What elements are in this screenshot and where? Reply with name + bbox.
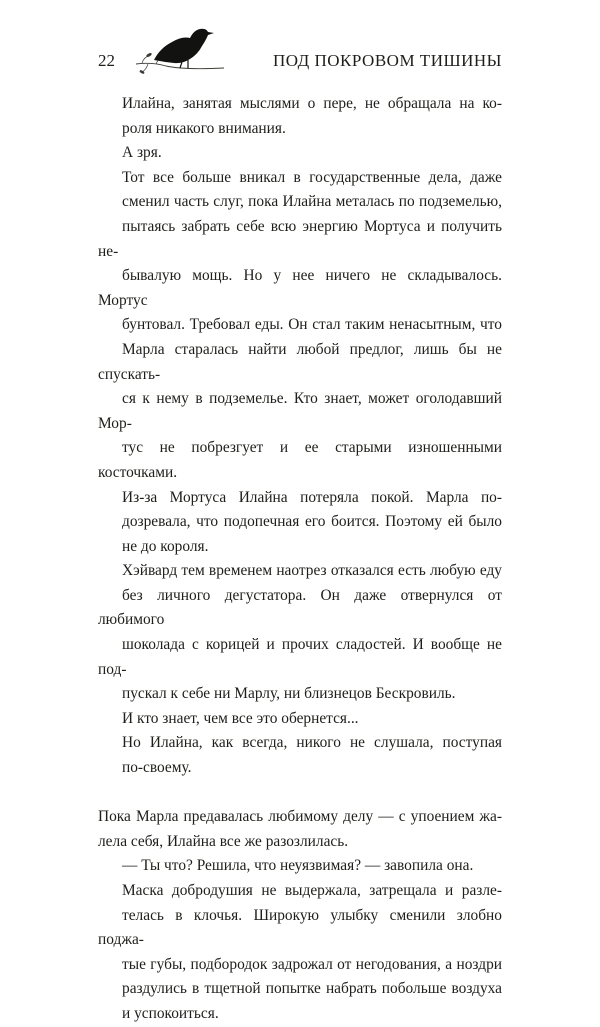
text-line: тые губы, подбородок задрожал от негодования, а ноздри xyxy=(122,955,502,973)
text-line: Марла старалась найти любой предлог, лишь бы не спускать- xyxy=(98,340,502,383)
paragraph xyxy=(98,559,502,707)
text-line: — Ты что? Решила, что неуязвимая? — завопила она. xyxy=(122,857,474,875)
text-line: бунтовал. Требовал еды. Он стал таким ненасытным, что xyxy=(122,316,502,334)
text-line: телась в клочья. Широкую улыбку сменили злобно поджа- xyxy=(98,906,502,949)
text-line: сменил часть слуг, пока Илайна металась по подземелью, xyxy=(122,193,502,211)
text-line: Маска добродушия не выдержала, затрещала и разле- xyxy=(122,882,502,899)
paragraph xyxy=(98,166,502,486)
text-line: раздулись в тщетной попытке набрать побольше воздуха xyxy=(122,980,502,998)
text-line: по-своему. xyxy=(122,759,192,777)
text-line: А зря. xyxy=(122,144,162,162)
paragraph xyxy=(98,92,502,141)
running-title: ПОД ПОКРОВОМ ТИШИНЫ xyxy=(272,51,502,70)
text-line: не до короля. xyxy=(122,537,209,555)
text-line: роля никакого внимания. xyxy=(122,119,286,137)
paragraph xyxy=(98,486,502,560)
paragraph xyxy=(98,854,502,879)
text-line: ся к нему в подземелье. Кто знает, может оголодавший Мор- xyxy=(98,390,502,432)
page-header xyxy=(0,0,600,90)
paragraph xyxy=(98,731,502,780)
paragraph xyxy=(98,879,502,1027)
text-line: дозревала, что подопечная его боится. Поэтому ей было xyxy=(122,513,502,531)
text-line: пускал к себе ни Марлу, ни близнецов Бескровиль. xyxy=(122,685,456,703)
text-line: Илайна, занятая мыслями о пере, не обращала на ко- xyxy=(122,95,502,112)
text-line: Тот все больше вникал в государственные дела, даже xyxy=(122,168,502,186)
text-line: Пока Марла предавалась любимому делу — с упоением жа- xyxy=(98,808,502,826)
paragraph xyxy=(98,805,502,854)
page-number: 22 xyxy=(98,51,115,70)
text-line: шоколада с корицей и прочих сладостей. И вообще не под- xyxy=(98,636,502,678)
text-line: Но Илайна, как всегда, никого не слушала, поступая xyxy=(122,734,502,752)
paragraph xyxy=(98,141,502,166)
text-line: без личного дегустатора. Он даже отвернулся от любимого xyxy=(98,586,502,629)
text-line: и успокоиться. xyxy=(122,1004,219,1022)
text-line: бывалую мощь. Но у нее ничего не складывалось. Мортус xyxy=(98,267,502,309)
text-line: пытаясь забрать себе всю энергию Мортуса и получить не- xyxy=(98,217,502,260)
text-line: тус не побрезгует и ее старыми изношенными косточками. xyxy=(98,439,502,481)
body-text xyxy=(98,92,502,1027)
text-line: И кто знает, чем все это обернется... xyxy=(122,709,359,727)
text-line: Хэйвард тем временем наотрез отказался есть любую еду xyxy=(122,562,502,580)
text-line: Из-за Мортуса Илайна потеряла покой. Марла по- xyxy=(122,488,502,506)
text-line: лела себя, Илайна все же разозлилась. xyxy=(98,832,349,850)
raven-icon xyxy=(132,22,228,78)
paragraph xyxy=(98,707,502,732)
